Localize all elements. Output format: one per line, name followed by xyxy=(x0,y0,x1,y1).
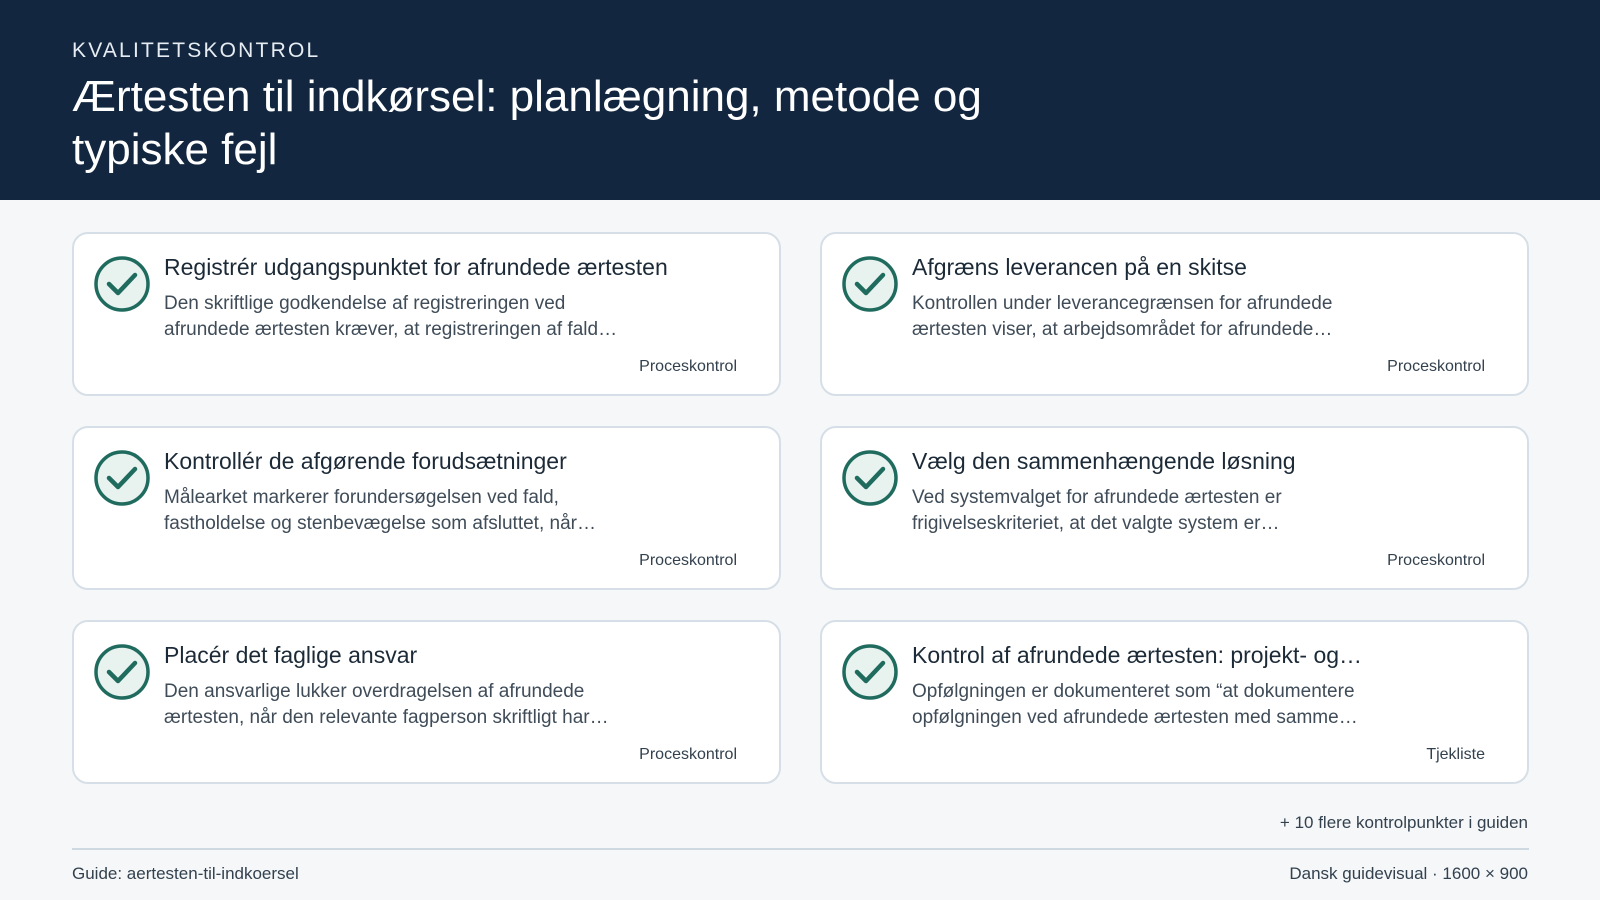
card-title: Vælg den sammenhængende løsning xyxy=(912,448,1296,474)
card-tag: Tjekliste xyxy=(1426,746,1485,763)
checkmark-circle-icon xyxy=(840,448,900,508)
footer-guide-slug: Guide: aertesten-til-indkoersel xyxy=(72,864,299,883)
card-tag: Proceskontrol xyxy=(639,358,737,375)
card-title: Kontrollér de afgørende forudsætninger xyxy=(164,448,567,474)
card-description-line: Kontrollen under leverancegrænsen for afrundede xyxy=(912,293,1333,314)
card-description xyxy=(164,679,739,731)
card-description-line: Den ansvarlige lukker overdragelsen af afrundede xyxy=(164,681,585,702)
card-description-line: ærtesten viser, at arbejdsområdet for afrundede… xyxy=(912,319,1333,340)
footer-caption: Dansk guidevisual · 1600 × 900 xyxy=(1289,864,1528,883)
card-description-line: fastholdelse og stenbevægelse som afsluttet, når… xyxy=(164,513,596,534)
checkmark-circle-icon xyxy=(840,254,900,314)
card-description xyxy=(164,485,739,537)
card-description xyxy=(912,679,1487,731)
card-title: Registrér udgangspunktet for afrundede ærtesten xyxy=(164,254,668,280)
card-description xyxy=(164,291,739,343)
card-title: Placér det faglige ansvar xyxy=(164,642,418,668)
card-description-line: afrundede ærtesten kræver, at registreringen af fald… xyxy=(164,319,618,340)
checklist-card[interactable] xyxy=(72,232,781,396)
card-description xyxy=(912,485,1487,537)
card-tag: Proceskontrol xyxy=(1387,358,1485,375)
checklist-card[interactable] xyxy=(820,620,1529,784)
checkmark-circle-icon xyxy=(92,642,152,702)
card-description-line: frigivelseskriteriet, at det valgte system er… xyxy=(912,513,1280,534)
checkmark-circle-icon xyxy=(92,448,152,508)
page-header xyxy=(0,0,1600,200)
checklist-card[interactable] xyxy=(72,620,781,784)
card-description xyxy=(912,291,1487,343)
checklist-card[interactable] xyxy=(820,426,1529,590)
checklist-card[interactable] xyxy=(72,426,781,590)
card-description-line: Målearket markerer forundersøgelsen ved fald, xyxy=(164,487,559,508)
card-description-line: Ved systemvalget for afrundede ærtesten er xyxy=(912,487,1282,508)
checklist-card[interactable] xyxy=(820,232,1529,396)
card-title: Kontrol af afrundede ærtesten: projekt- og… xyxy=(912,642,1363,668)
card-tag: Proceskontrol xyxy=(1387,552,1485,569)
footer-divider xyxy=(72,848,1529,850)
page-title: Ærtesten til indkørsel: planlægning, metode og typiske fejl xyxy=(72,72,982,174)
more-checkpoints-link[interactable]: + 10 flere kontrolpunkter i guiden xyxy=(1279,813,1528,832)
card-title: Afgræns leverancen på en skitse xyxy=(912,254,1247,280)
card-description-line: opfølgningen ved afrundede ærtesten med samme… xyxy=(912,707,1358,728)
checkmark-circle-icon xyxy=(840,642,900,702)
card-description-line: Den skriftlige godkendelse af registreringen ved xyxy=(164,293,566,314)
eyebrow-label: KVALITETSKONTROL xyxy=(72,39,321,62)
checkmark-circle-icon xyxy=(92,254,152,314)
card-description-line: Opfølgningen er dokumenteret som “at dokumentere xyxy=(912,681,1355,702)
checklist-grid xyxy=(72,232,1529,784)
card-tag: Proceskontrol xyxy=(639,552,737,569)
card-tag: Proceskontrol xyxy=(639,746,737,763)
card-description-line: ærtesten, når den relevante fagperson skriftligt har… xyxy=(164,707,609,728)
